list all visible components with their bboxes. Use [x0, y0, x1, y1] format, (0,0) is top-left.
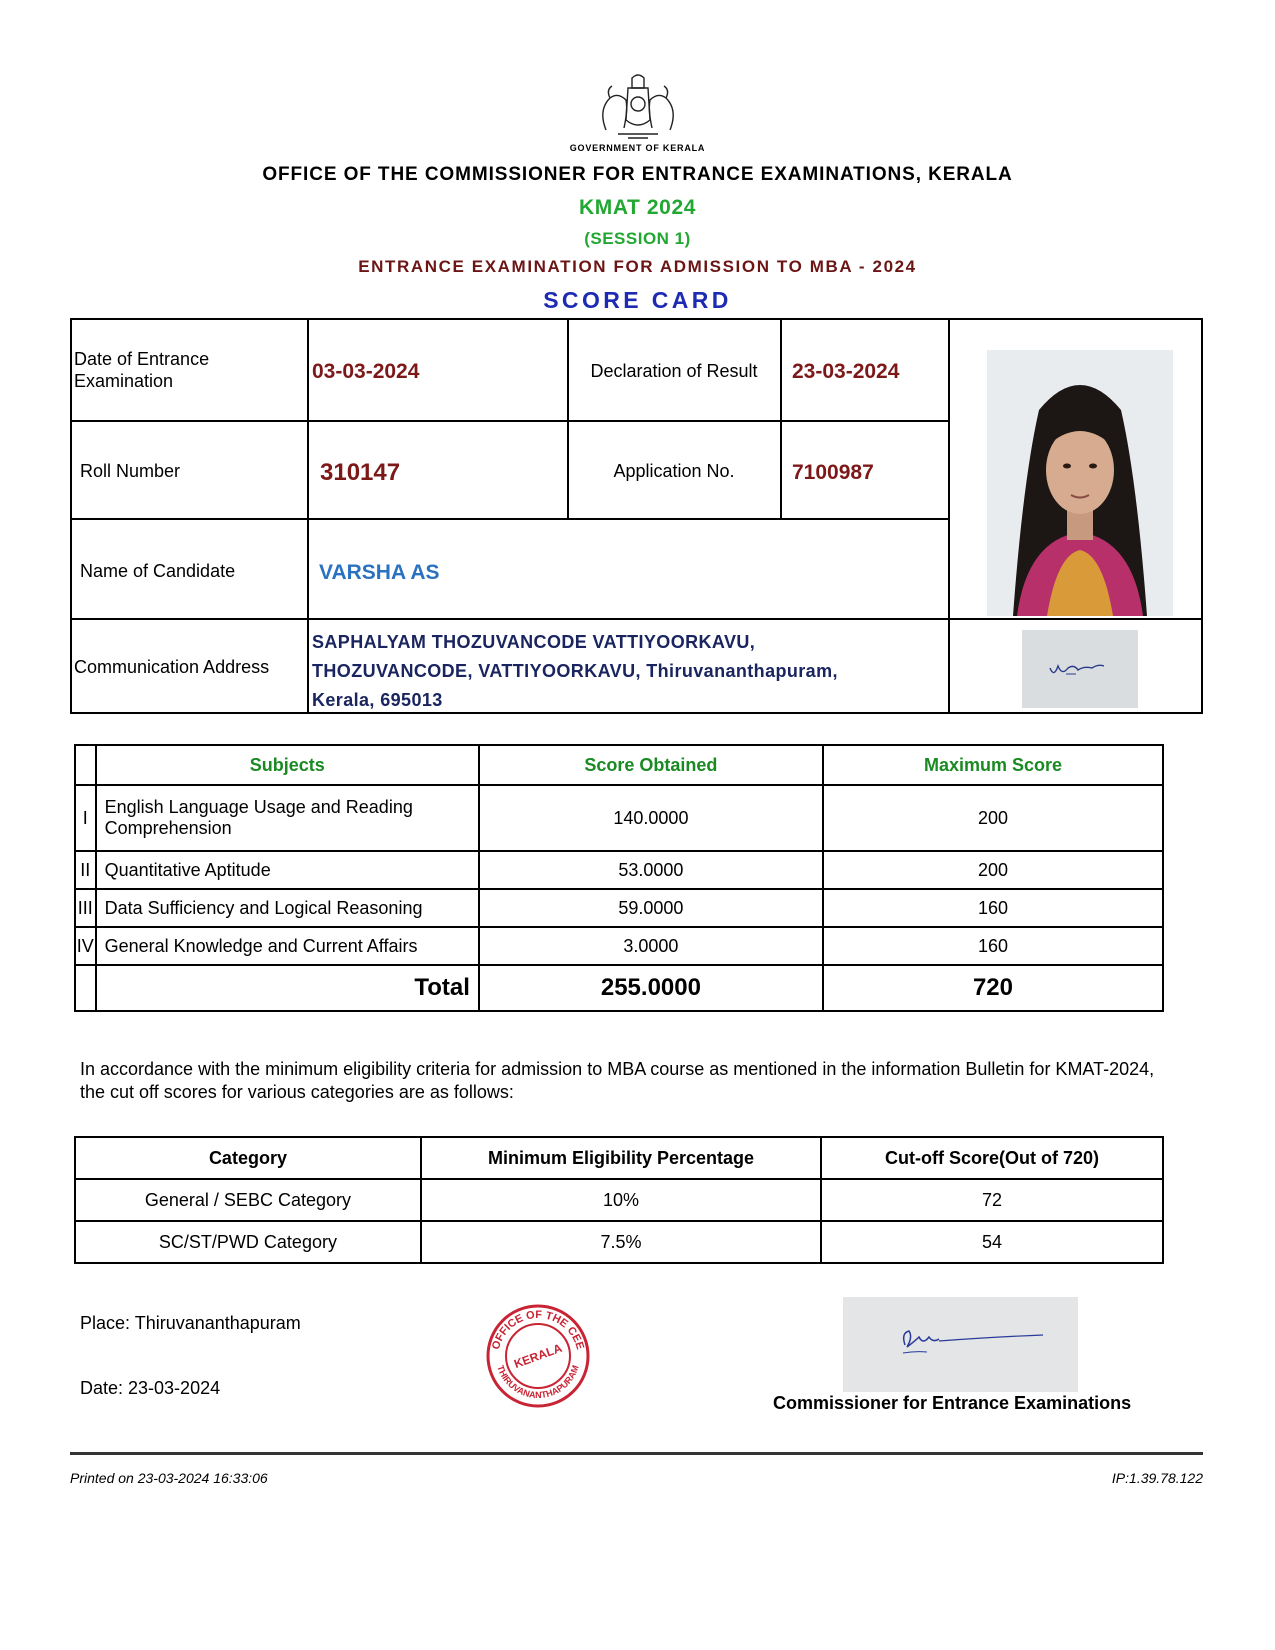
signatory-title: Commissioner for Entrance Examinations	[773, 1393, 1132, 1413]
cutoff-score: 54	[821, 1221, 1163, 1263]
subject-name: Quantitative Aptitude	[96, 851, 479, 889]
category-header: Category	[75, 1137, 421, 1179]
eligibility-percent: 10%	[421, 1179, 821, 1221]
date-label: Date: 23-03-2024	[80, 1378, 221, 1398]
candidate-photo	[987, 350, 1173, 616]
subject-name: General Knowledge and Current Affairs	[96, 927, 479, 965]
row-numeral: IV	[75, 927, 96, 965]
exam-date-value: 03-03-2024	[312, 360, 420, 383]
maximum-score: 160	[823, 889, 1163, 927]
place-label: Place: Thiruvananthapuram	[80, 1313, 301, 1333]
table-row	[75, 927, 1163, 965]
address-line-2: THOZUVANCODE, VATTIYOORKAVU, Thiruvananthapuram,	[312, 661, 838, 681]
maximum-score: 200	[823, 785, 1163, 851]
office-seal-stamp	[480, 1300, 595, 1410]
total-numeral-cell	[75, 965, 96, 1011]
score-obtained-header: Score Obtained	[479, 745, 823, 785]
address-line-1: SAPHALYAM THOZUVANCODE VATTIYOORKAVU,	[312, 632, 756, 652]
eligibility-paragraph: In accordance with the minimum eligibility criteria for admission to MBA course as mentioned in the information Bulletin for KMAT-2024, the cut off scores for various categories are as follows:	[80, 1059, 1155, 1102]
cutoff-score-header: Cut-off Score(Out of 720)	[821, 1137, 1163, 1179]
score-obtained: 53.0000	[479, 851, 823, 889]
maximum-score: 200	[823, 851, 1163, 889]
row-numeral: II	[75, 851, 96, 889]
scores-table	[74, 744, 1164, 1012]
address-line-3: Kerala, 695013	[312, 690, 443, 710]
exam-purpose: ENTRANCE EXAMINATION FOR ADMISSION TO MBA - 2024	[358, 257, 917, 276]
score-obtained: 140.0000	[479, 785, 823, 851]
subjects-header: Subjects	[96, 745, 479, 785]
kerala-emblem-icon	[588, 70, 688, 142]
seal-bottom-text: THIRUVANANTHAPURAM	[495, 1363, 581, 1401]
exam-date-label: Date of Entrance Examination	[74, 349, 210, 391]
page-title: SCORE CARD	[543, 287, 732, 313]
session-label: (SESSION 1)	[584, 229, 691, 248]
roll-number-label: Roll Number	[80, 461, 181, 481]
row-numeral: I	[75, 785, 96, 851]
score-obtained: 3.0000	[479, 927, 823, 965]
candidate-info-table	[70, 318, 1203, 714]
table-row	[75, 851, 1163, 889]
scores-header-row	[75, 745, 1163, 785]
svg-text:OFFICE OF THE CEE	[490, 1309, 586, 1351]
cutoff-table	[74, 1136, 1164, 1264]
application-number-value: 7100987	[792, 461, 874, 484]
category-name: SC/ST/PWD Category	[75, 1221, 421, 1263]
result-date-value: 23-03-2024	[792, 360, 900, 383]
total-row	[75, 965, 1163, 1011]
footer-divider	[70, 1452, 1203, 1455]
roman-header-cell	[75, 745, 96, 785]
percentage-header: Minimum Eligibility Percentage	[421, 1137, 821, 1179]
seal-top-text: OFFICE OF THE CEE	[489, 1308, 587, 1351]
office-title: OFFICE OF THE COMMISSIONER FOR ENTRANCE EXAMINATIONS, KERALA	[262, 164, 1013, 185]
table-row	[75, 889, 1163, 927]
candidate-name-value: VARSHA AS	[319, 561, 440, 584]
maximum-score-header: Maximum Score	[823, 745, 1163, 785]
seal-center-text: KERALA	[512, 1340, 564, 1372]
address-label: Communication Address	[74, 657, 270, 677]
exam-title: KMAT 2024	[578, 196, 697, 219]
ip-address: IP:1.39.78.122	[1111, 1470, 1203, 1486]
commissioner-signature	[843, 1297, 1078, 1392]
government-label: GOVERNMENT OF KERALA	[569, 143, 706, 153]
maximum-score: 160	[823, 927, 1163, 965]
eligibility-percent: 7.5%	[421, 1221, 821, 1263]
subject-name: Data Sufficiency and Logical Reasoning	[96, 889, 479, 927]
cutoff-header-row	[75, 1137, 1163, 1179]
candidate-name-label: Name of Candidate	[80, 561, 236, 581]
category-name: General / SEBC Category	[75, 1179, 421, 1221]
result-date-label: Declaration of Result	[590, 361, 758, 381]
row-numeral: III	[75, 889, 96, 927]
total-maximum: 720	[823, 965, 1163, 1011]
score-obtained: 59.0000	[479, 889, 823, 927]
table-row	[75, 1221, 1163, 1263]
application-number-label: Application No.	[613, 461, 735, 481]
table-row	[75, 785, 1163, 851]
roll-number-value: 310147	[320, 459, 401, 486]
table-row	[75, 1179, 1163, 1221]
address-value	[312, 628, 838, 715]
printed-timestamp: Printed on 23-03-2024 16:33:06	[70, 1470, 268, 1486]
total-label: Total	[96, 965, 479, 1011]
candidate-signature	[1022, 630, 1138, 708]
cutoff-score: 72	[821, 1179, 1163, 1221]
subject-name: English Language Usage and Reading Comprehension	[96, 785, 479, 851]
total-score: 255.0000	[479, 965, 823, 1011]
